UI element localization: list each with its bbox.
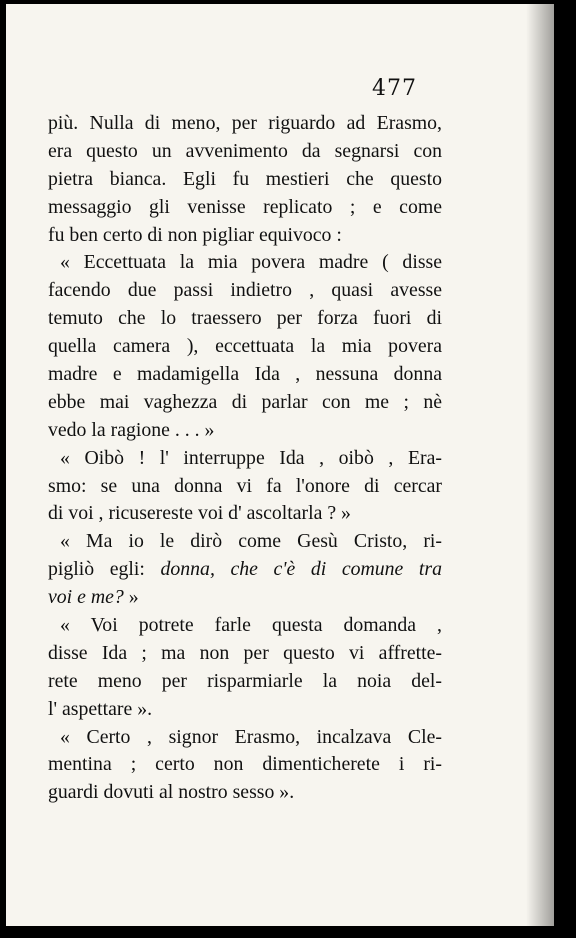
page-gutter-shadow	[526, 4, 554, 926]
text-line: disse Ida ; ma non per questo vi affrette-	[48, 641, 442, 664]
text-line: « Oibò ! l' interruppe Ida , oibò , Era-	[60, 446, 442, 469]
text-line: facendo due passi indietro , quasi avesse	[48, 279, 442, 302]
text-line: fu ben certo di non pigliar equivoco :	[48, 223, 342, 246]
text-line: smo: se una donna vi fa l'onore di cercar	[48, 474, 442, 497]
text-line	[48, 556, 442, 584]
text-line: « Voi potrete farle questa domanda ,	[60, 614, 442, 637]
text-line-italic: voi e me?	[48, 586, 124, 609]
page-number: 477	[372, 76, 417, 101]
text-line: madre e madamigella Ida , nessuna donna	[48, 363, 442, 386]
text-line: rete meno per risparmiarle la noia del-	[48, 669, 442, 692]
text-line-roman: »	[123, 586, 139, 609]
text-line: « Ma io le dirò come Gesù Cristo, ri-	[60, 530, 442, 553]
text-line: era questo un avvenimento da segnarsi con	[48, 139, 442, 162]
text-line-roman: pigliò egli:	[48, 558, 161, 581]
text-line: mentina ; certo non dimenticherete i ri-	[48, 753, 442, 776]
text-line: « Eccettuata la mia povera madre ( disse	[60, 251, 442, 274]
text-line: temuto che lo traessero per forza fuori di	[48, 307, 442, 330]
body-text	[48, 110, 442, 807]
text-line: pietra bianca. Egli fu mestieri che questo	[48, 167, 442, 190]
text-line	[48, 584, 442, 612]
text-line: guardi dovuti al nostro sesso ».	[48, 781, 295, 804]
text-line: di voi , ricusereste voi d' ascoltarla ? »	[48, 502, 351, 525]
text-line: vedo la ragione . . . »	[48, 418, 215, 441]
text-line: l' aspettare ».	[48, 697, 153, 720]
text-line: quella camera ), eccettuata la mia povera	[48, 335, 442, 358]
text-line: più. Nulla di meno, per riguardo ad Erasmo,	[48, 112, 442, 134]
text-line: ebbe mai vaghezza di parlar con me ; nè	[48, 390, 442, 413]
text-line: « Certo , signor Erasmo, incalzava Cle-	[60, 725, 442, 748]
text-line: messaggio gli venisse replicato ; e come	[48, 195, 442, 218]
text-line-italic: donna, che c'è di comune tra	[160, 558, 442, 581]
